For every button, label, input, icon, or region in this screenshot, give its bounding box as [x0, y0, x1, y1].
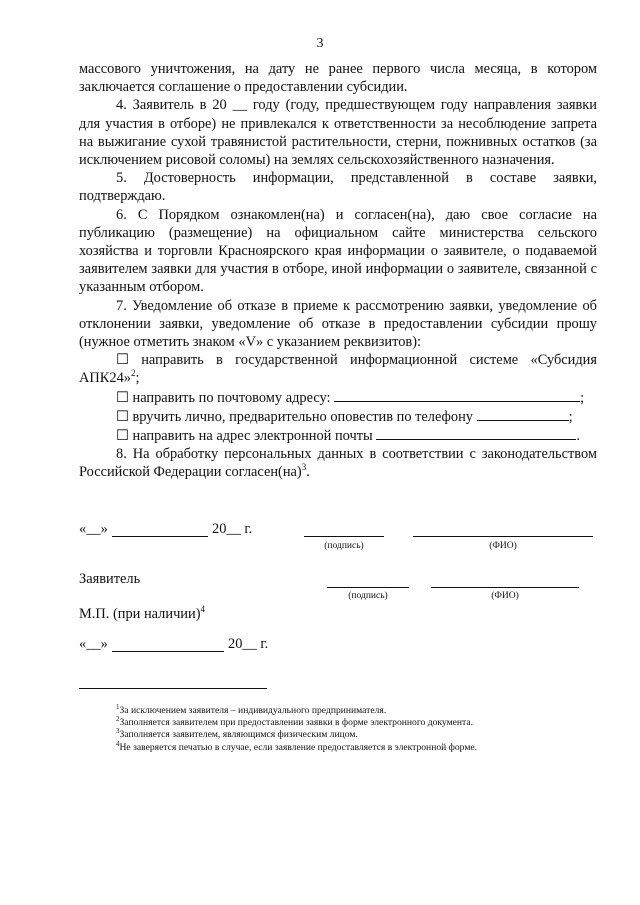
footnote-3-text: Заполняется заявителем, являющимся физическим лицом.	[119, 729, 358, 741]
footnote-1-text: За исключением заявителя – индивидуального предпринимателя.	[119, 705, 387, 716]
caption-fio-2: (ФИО)	[491, 591, 519, 601]
footnote-2-num: 2	[116, 715, 120, 724]
option-gis-label: ☐ направить в государственной информационной системе «Субсидия АПК24»	[79, 352, 597, 387]
fio-line-1[interactable]	[413, 536, 593, 537]
date-month-line-1[interactable]	[112, 536, 208, 537]
footnote-3-num: 3	[116, 727, 120, 736]
option-email-end: .	[576, 428, 580, 445]
applicant-label: Заявитель	[79, 571, 141, 587]
paragraph-8-text: 8. На обработку персональных данных в соответствии с законодательством Российской Федерации согласен(на)	[79, 446, 597, 481]
footnotes	[116, 702, 596, 754]
paragraph-6: 6. С Порядком ознакомлен(на) и согласен(на), даю свое согласие на публикацию (размещение) на официальном сайте министерства сельского хозяйства и торговли Красноярского края информации о заявителе, о подаваемой заявителем заявки для участия в отборе, иной информации о заявителе, связанной с указанным отбором.	[79, 206, 597, 296]
signature-line-2[interactable]	[327, 587, 409, 588]
date-open-2: «__»	[79, 636, 108, 652]
footnote-ref-4: 4	[200, 604, 205, 615]
paragraph-7: 7. Уведомление об отказе в приеме к рассмотрению заявки, уведомление об отклонении заявки, уведомление об отказе в предоставлении субсидии прошу (нужное отметить знаком «V» с указанием реквизитов):	[79, 297, 597, 351]
footnote-2	[116, 717, 596, 729]
date-month-line-2[interactable]	[112, 651, 224, 652]
option-personal-end: ;	[568, 408, 573, 425]
footnote-1-num: 1	[116, 702, 120, 711]
caption-fio-1: (ФИО)	[489, 541, 517, 551]
option-gis[interactable]	[79, 351, 597, 387]
paragraph-8-end: .	[306, 464, 310, 481]
footnote-ref-2: 2	[130, 368, 136, 379]
footnote-4-text: Не заверяется печатью в случае, если заявление предоставляется в электронной форме.	[119, 741, 478, 753]
footnote-separator	[79, 688, 267, 689]
fio-line-2[interactable]	[431, 587, 579, 588]
option-email-label: ☐ направить на адрес электронной почты	[116, 428, 373, 445]
date-year-1: 20__ г.	[212, 521, 253, 537]
document-body	[79, 60, 597, 482]
paragraph-8	[79, 445, 597, 481]
footnote-4-num: 4	[116, 739, 120, 748]
paragraph-4: 4. Заявитель в 20 __ году (году, предшествующем году направления заявки для участия в отборе) не привлекался к ответственности за несоблюдение запрета на выжигание сухой травянистой растительности, стерни, пожнивных остатков (за исключением рисовой соломы) на землях сельскохозяйственного назначения.	[79, 97, 597, 169]
option-post-end: ;	[580, 389, 585, 406]
footnote-2-text: Заполняется заявителем при предоставлении заявки в форме электронного документа.	[119, 717, 474, 729]
option-post[interactable]	[79, 388, 597, 407]
option-email[interactable]	[79, 426, 597, 445]
phone-field[interactable]	[477, 407, 569, 421]
footnote-4	[116, 739, 596, 754]
date-year-2: 20__ г.	[228, 636, 269, 652]
option-personal[interactable]	[79, 407, 597, 426]
caption-signature-1: (подпись)	[324, 541, 364, 551]
caption-signature-2: (подпись)	[348, 591, 388, 601]
stamp-label	[79, 606, 205, 623]
stamp-text: М.П. (при наличии)	[79, 606, 201, 622]
postal-address-field[interactable]	[334, 388, 580, 402]
footnote-ref-3: 3	[301, 462, 307, 473]
page-number: 3	[316, 36, 324, 51]
paragraph-continuation: массового уничтожения, на дату не ранее первого числа месяца, в котором заключается соглашение о предоставлении субсидии.	[79, 61, 597, 96]
option-gis-end: ;	[135, 370, 140, 387]
footnote-3	[116, 729, 596, 741]
paragraph-5: 5. Достоверность информации, представленной в составе заявки, подтверждаю.	[79, 170, 597, 205]
option-personal-label: ☐ вручить лично, предварительно оповестив по телефону	[116, 408, 473, 425]
footnote-1	[116, 702, 596, 717]
option-post-label: ☐ направить по почтовому адресу:	[116, 389, 331, 406]
date-open-1: «__»	[79, 521, 108, 537]
email-field[interactable]	[376, 426, 576, 440]
signature-line-1[interactable]	[304, 536, 384, 537]
